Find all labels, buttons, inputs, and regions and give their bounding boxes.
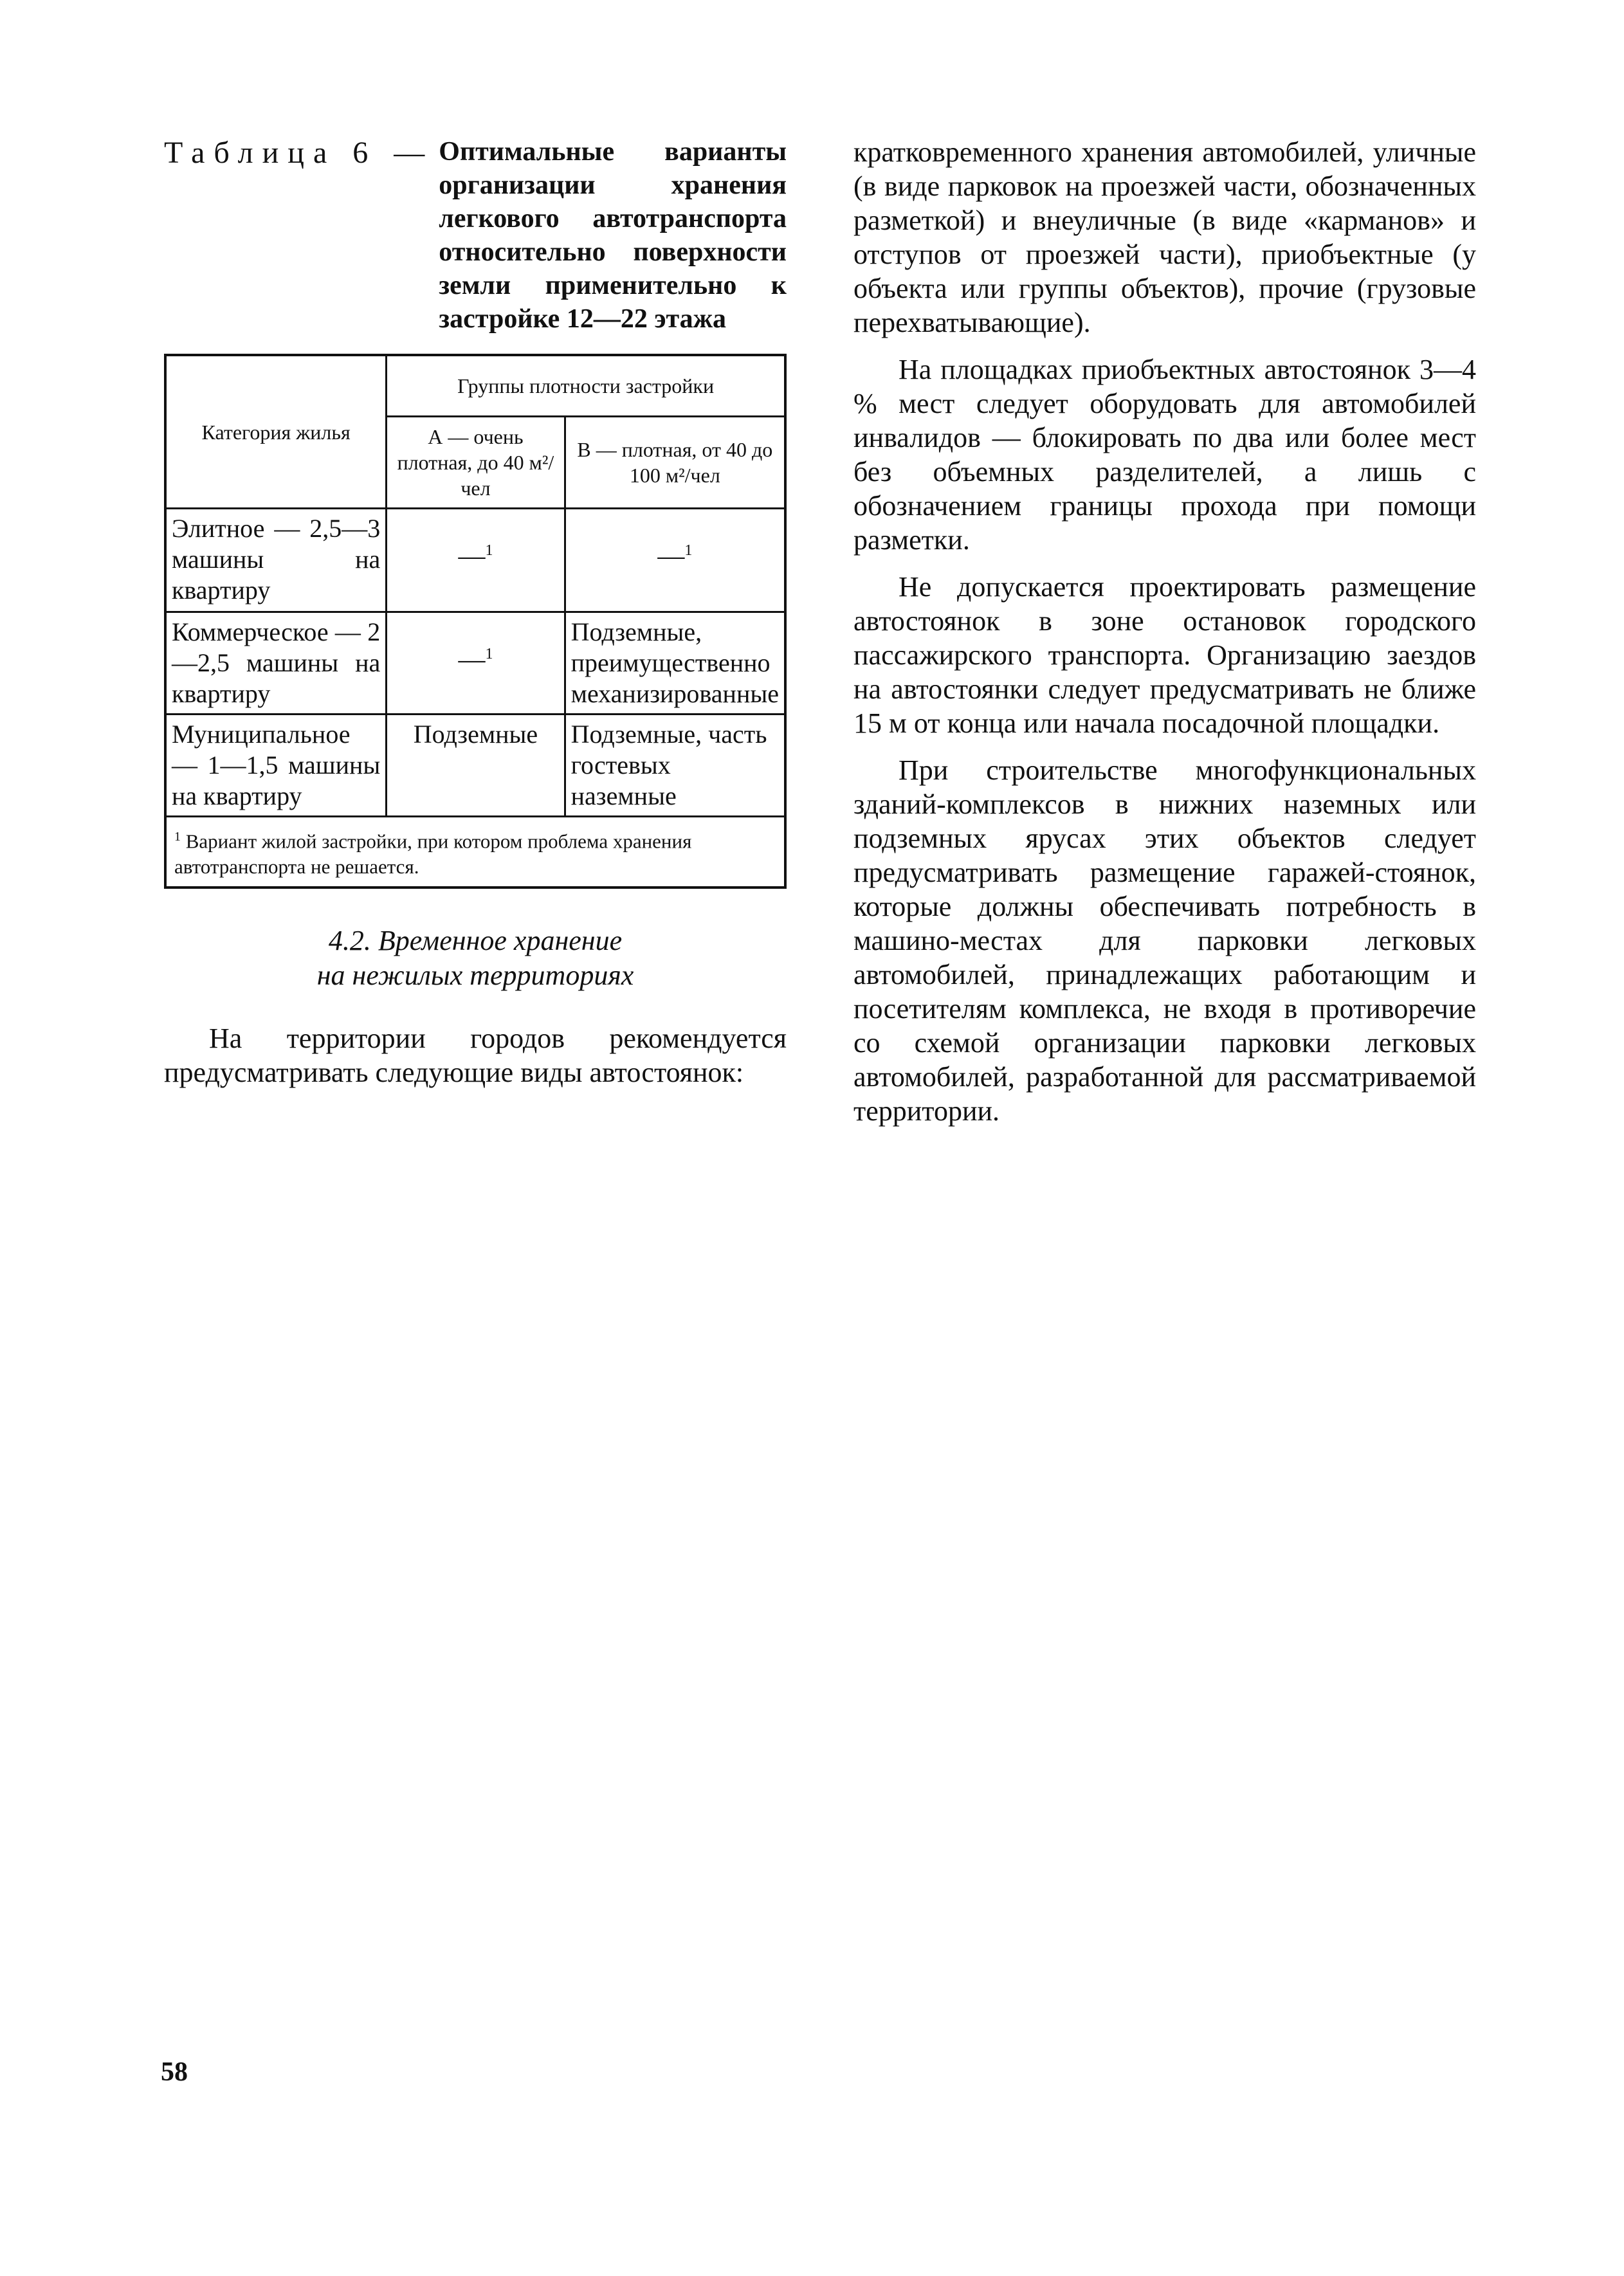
paragraph: На площадках приобъектных автостоянок 3—4 % мест следует оборудовать для автомобилей инвалидов — блокировать по два или более мест без объемных разделителей, а лишь с обозначением границы прохода при помощи разметки. — [853, 354, 1476, 556]
footnote-text: Вариант жилой застройки, при котором проблема хранения автотранспорта не решается. — [174, 830, 692, 879]
section-heading-line2: на нежилых территориях — [316, 960, 634, 992]
row-value-a — [387, 509, 565, 612]
footnote-ref: 1 — [485, 542, 493, 559]
header-density-groups: Группы плотности застройки — [387, 355, 785, 417]
parking-table — [164, 354, 787, 889]
table-caption-label: Таблица 6 — — [164, 136, 434, 170]
table-row — [165, 715, 785, 817]
table-header-row — [165, 355, 785, 417]
left-column — [164, 135, 787, 1089]
right-column — [853, 135, 1476, 1128]
paragraph: При строительстве многофункциональных зданий-комплексов в нижних наземных или подземных ярусах этих объектов следует предусматривать размещение гаражей-стоянок, которые должны обеспечивать потребность в машино-местах для парковки легковых автомобилей, принадлежащих работающим и посетителям комплекса, не входя в противоречие со схемой организации парковки легковых автомобилей, разработанной для рассматриваемой территории. — [853, 754, 1476, 1127]
dash-value: — — [458, 645, 486, 675]
row-value-a — [387, 612, 565, 715]
footnote-ref: 1 — [485, 646, 493, 662]
row-category: Муниципальное — 1—1,5 машины на квартиру — [165, 715, 387, 817]
row-category: Элитное — 2,5—3 машины на квартиру — [165, 509, 387, 612]
table-row — [165, 612, 785, 715]
row-category: Коммерческое — 2—2,5 машины на квартиру — [165, 612, 387, 715]
row-value-b: Подземные, часть гостевых наземные — [565, 715, 785, 817]
paragraph: На территории городов рекомендуется предусматривать следующие виды автостоянок: — [164, 1023, 787, 1089]
header-category: Категория жилья — [165, 355, 387, 509]
table-caption-title: Оптимальные варианты организации хранения легкового автотранспорта относительно поверхности земли применительно к застройке 12—22 этажа — [439, 137, 787, 334]
table-footnote — [165, 817, 785, 888]
row-value-b — [565, 509, 785, 612]
table-caption — [164, 135, 787, 336]
page-number: 58 — [161, 2057, 188, 2087]
row-value-b: Подземные, преимущественно механизированные — [565, 612, 785, 715]
section-heading-line1: 4.2. Временное хранение — [328, 925, 623, 957]
footnote-ref: 1 — [684, 542, 693, 559]
dash-value: — — [657, 542, 685, 571]
table-footnote-row — [165, 817, 785, 888]
section-heading — [164, 924, 787, 993]
header-col-b: В — плотная, от 40 до 100 м²/чел — [565, 417, 785, 509]
paragraph: кратковременного хранения автомобилей, уличные (в виде парковок на проезжей части, обозначенных разметкой) и внеуличные (в виде «карманов» и отступов от проезжей части), приобъектные (у объекта или группы объектов), прочие (грузовые перехватывающие). — [853, 136, 1476, 338]
header-col-a: А — очень плотная, до 40 м²/чел — [387, 417, 565, 509]
footnote-mark: 1 — [174, 830, 181, 844]
dash-value: — — [458, 542, 486, 571]
row-value-a: Подземные — [387, 715, 565, 817]
table-row — [165, 509, 785, 612]
paragraph: Не допускается проектировать размещение автостоянок в зоне остановок городского пассажирского транспорта. Организацию заездов на автостоянки следует предусматривать не ближе 15 м от конца или начала посадочной площадки. — [853, 571, 1476, 739]
